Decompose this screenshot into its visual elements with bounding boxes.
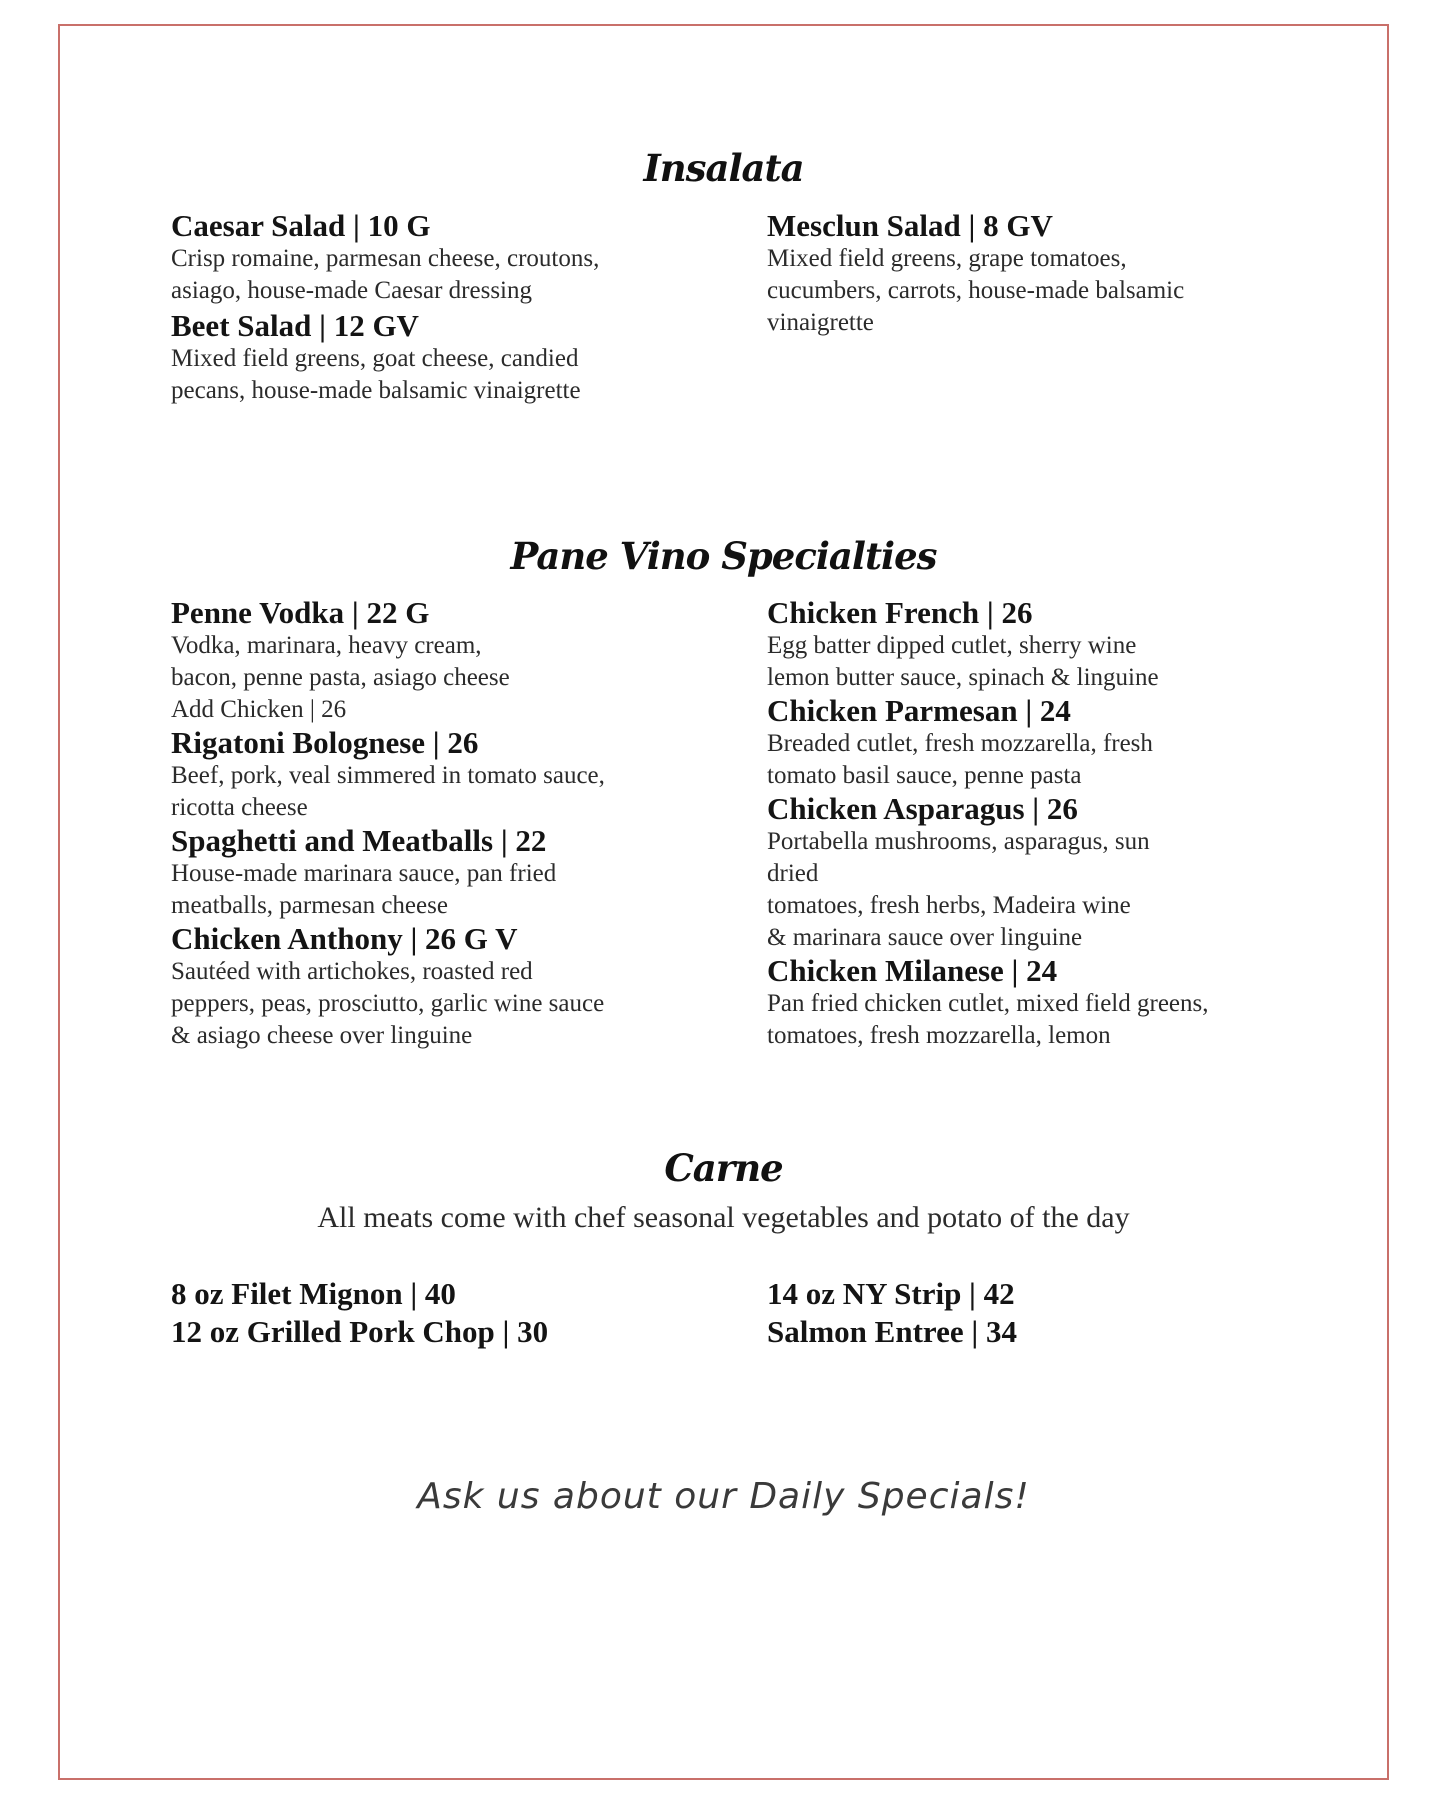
specialties-left-column [171,596,701,1052]
meat-item: 12 oz Grilled Pork Chop | 30 [171,1314,549,1349]
item-description: Vodka, marinara, heavy cream, bacon, penne pasta, asiago cheese Add Chicken | 26 [171,632,510,723]
item-title: Spaghetti and Meatballs | 22 [171,823,547,858]
item-description: Crisp romaine, parmesan cheese, croutons, asiago, house-made Caesar dressing [171,245,600,304]
item-description: Breaded cutlet, fresh mozzarella, fresh tomato basil sauce, penne pasta [767,730,1153,789]
carne-note: All meats come with chef seasonal vegetables and potato of the day [317,1201,1130,1234]
specialties-heading: Pane Vino Specialties [510,534,937,578]
item-description: Pan fried chicken cutlet, mixed field greens, tomatoes, fresh mozzarella, lemon [767,990,1209,1049]
item-description: Sautéed with artichokes, roasted red peppers, peas, prosciutto, garlic wine sauce & asiago cheese over linguine [171,958,605,1049]
item-title: Chicken Asparagus | 26 [767,791,1078,826]
insalata-left-column [171,209,701,407]
menu-item [767,694,1297,792]
carne-heading: Carne [664,1146,783,1190]
item-description: Mixed field greens, goat cheese, candied pecans, house-made balsamic vinaigrette [171,345,581,404]
daily-specials-note: Ask us about our Daily Specials! [417,1476,1030,1517]
menu-item [767,954,1297,1052]
carne-right-column [767,1275,1297,1351]
item-title: Penne Vodka | 22 G [171,595,430,630]
item-title: Chicken Anthony | 26 G V [171,921,518,956]
insalata-right-column [767,209,1297,339]
meat-item: 8 oz Filet Mignon | 40 [171,1276,456,1311]
item-title: Chicken Milanese | 24 [767,953,1058,988]
meat-item: 14 oz NY Strip | 42 [767,1276,1015,1311]
menu-frame [58,24,1389,1780]
item-title: Rigatoni Bolognese | 26 [171,725,479,760]
item-description: Beef, pork, veal simmered in tomato sauce, ricotta cheese [171,762,605,821]
item-description: Portabella mushrooms, asparagus, sun dried tomatoes, fresh herbs, Madeira wine & marinara sauce over linguine [767,828,1150,951]
menu-item [767,596,1297,694]
item-description: House-made marinara sauce, pan fried meatballs, parmesan cheese [171,860,557,919]
item-title: Chicken Parmesan | 24 [767,693,1071,728]
menu-item [171,596,701,726]
menu-item [171,309,701,407]
item-title: Chicken French | 26 [767,595,1033,630]
menu-item [767,209,1297,339]
menu-item [171,209,701,307]
specialties-right-column [767,596,1297,1052]
menu-item [171,824,701,922]
meat-item: Salmon Entree | 34 [767,1314,1017,1349]
item-description: Egg batter dipped cutlet, sherry wine lemon butter sauce, spinach & linguine [767,632,1159,691]
menu-item [171,726,701,824]
insalata-heading: Insalata [643,146,804,190]
menu-item [171,922,701,1052]
item-title: Beet Salad | 12 GV [171,308,419,343]
menu-item [767,792,1297,954]
item-title: Caesar Salad | 10 G [171,208,431,243]
item-title: Mesclun Salad | 8 GV [767,208,1053,243]
carne-left-column [171,1275,701,1351]
item-description: Mixed field greens, grape tomatoes, cucumbers, carrots, house-made balsamic vinaigrette [767,245,1185,336]
